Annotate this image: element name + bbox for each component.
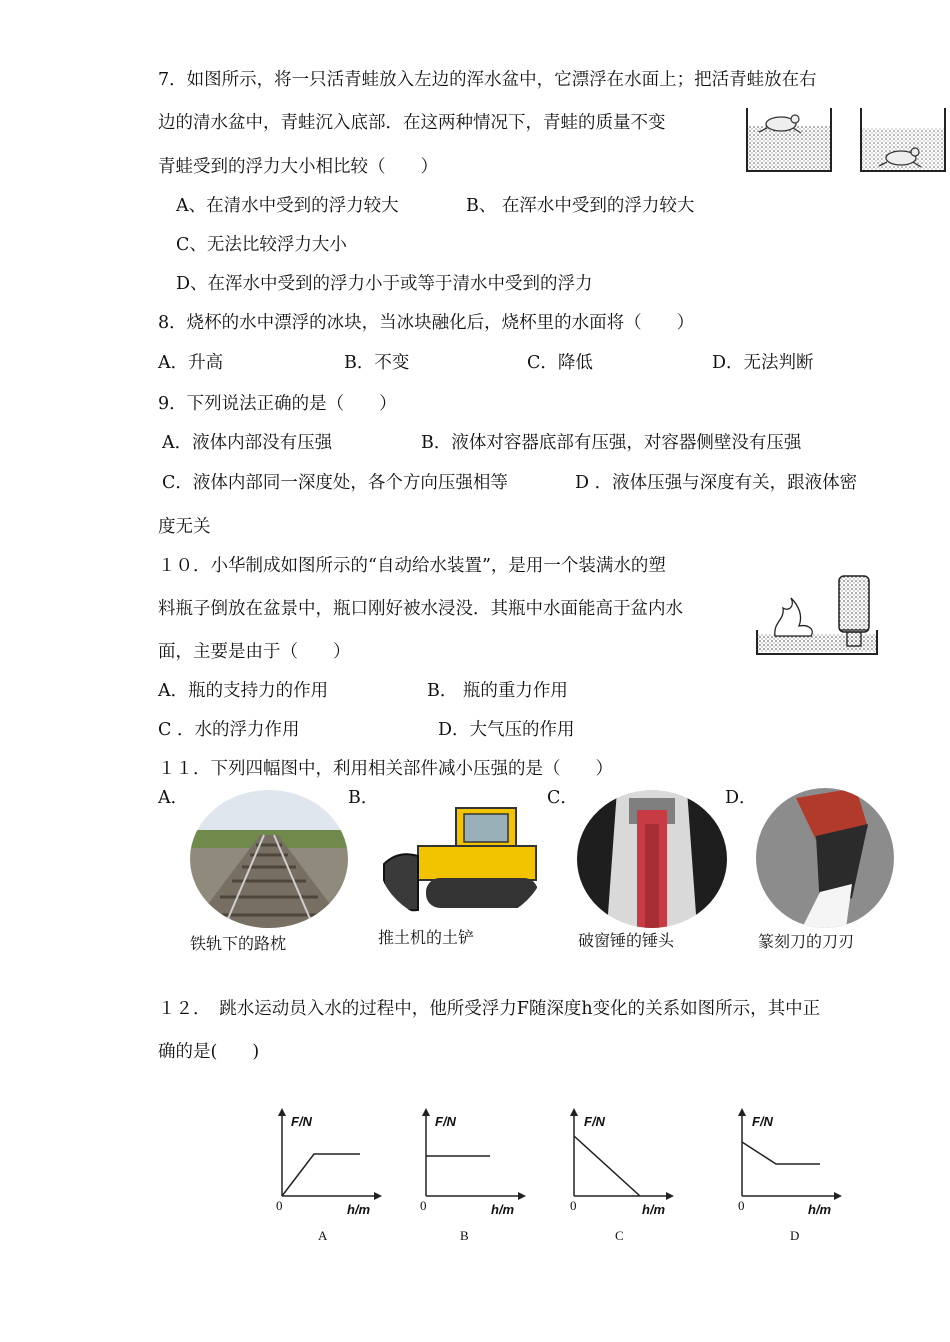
q10-stem-line2: 料瓶子倒放在盆景中，瓶口刚好被水浸没．其瓶中水面能高于盆内水 (158, 599, 683, 619)
q9-option-d-line2: 度无关 (158, 517, 211, 537)
graph-d-origin: 0 (738, 1198, 745, 1213)
bulldozer-photo (378, 790, 546, 925)
frog-basins-figure (745, 106, 950, 174)
q11-caption-c: 破窗锤的锤头 (578, 931, 675, 950)
q9-option-d-line1: D ．液体压强与深度有关，跟液体密 (575, 473, 858, 493)
carving-knife-photo (756, 788, 894, 928)
q12-stem-line2: 确的是( ) (158, 1042, 260, 1062)
q7-stem-line2: 边的清水盆中，青蛙沉入底部．在这两种情况下，青蛙的质量不变 (158, 113, 666, 133)
q11-stem: １１．下列四幅图中，利用相关部件减小压强的是（ ） (158, 759, 613, 779)
q9-option-a: A．液体内部没有压强 (162, 433, 333, 453)
q8-stem: 8．烧杯的水中漂浮的冰块，当冰块融化后，烧杯里的水面将（ ） (158, 313, 695, 333)
q7-option-c: C、无法比较浮力大小 (176, 235, 347, 255)
railway-sleepers-photo (190, 790, 348, 928)
graph-a-origin: 0 (276, 1198, 283, 1213)
q10-option-a: A．瓶的支持力的作用 (158, 681, 329, 701)
q7-stem-line3: 青蛙受到的浮力大小相比较（ ） (158, 157, 438, 177)
q11-caption-d: 篆刻刀的刀刃 (758, 932, 855, 951)
graph-c-curve (574, 1136, 640, 1196)
graph-d-ylabel: F/N (752, 1114, 773, 1129)
q12-stem-line1: １２． 跳水运动员入水的过程中，他所受浮力F随深度h变化的关系如图所示，其中正 (158, 999, 821, 1019)
graph-d-xlabel: h/m (808, 1202, 832, 1217)
plant-icon (775, 598, 812, 636)
q11-letter-b: B． (348, 788, 379, 808)
q9-option-c: C．液体内部同一深度处，各个方向压强相等 (162, 473, 508, 493)
q10-option-b: B． 瓶的重力作用 (427, 681, 568, 701)
graph-c-ylabel: F/N (584, 1114, 605, 1129)
graph-b-ylabel: F/N (435, 1114, 456, 1129)
graph-b-label: B (460, 1228, 469, 1243)
q7-option-d: D、在浑水中受到的浮力小于或等于清水中受到的浮力 (176, 274, 593, 294)
graph-b-plot (416, 1108, 526, 1208)
q8-option-b: B．不变 (344, 353, 410, 373)
graph-c-plot (564, 1108, 674, 1208)
graph-a-curve (282, 1154, 360, 1196)
q8-option-c: C．降低 (527, 353, 593, 373)
window-hammer-photo (577, 790, 727, 928)
clear-basin (861, 108, 945, 171)
muddy-basin (747, 108, 831, 171)
graph-a-plot (272, 1108, 382, 1208)
q11-letter-c: C． (547, 788, 578, 808)
q11-caption-a: 铁轨下的路枕 (190, 934, 287, 953)
graph-d-curve (742, 1142, 820, 1164)
graph-d-label: D (790, 1228, 800, 1243)
q9-option-b: B．液体对容器底部有压强，对容器侧壁没有压强 (421, 433, 802, 453)
q11-letter-d: D． (725, 788, 757, 808)
q9-stem: 9．下列说法正确的是（ ） (158, 394, 397, 414)
graph-c-origin: 0 (570, 1198, 577, 1213)
graph-a-xlabel: h/m (347, 1202, 371, 1217)
q7-option-a: A、在清水中受到的浮力较大 (176, 196, 399, 216)
auto-water-device-figure (755, 572, 880, 657)
q11-caption-b: 推土机的土铲 (378, 928, 475, 947)
q10-option-c: C ．水的浮力作用 (158, 720, 300, 740)
graph-a-ylabel: F/N (291, 1114, 312, 1129)
graph-c-label: C (615, 1228, 624, 1243)
q10-stem-line3: 面，主要是由于（ ） (158, 642, 351, 662)
graph-a-label: A (318, 1228, 328, 1243)
graph-b-xlabel: h/m (491, 1202, 515, 1217)
q8-option-a: A．升高 (158, 353, 224, 373)
q7-stem-line1: 7．如图所示，将一只活青蛙放入左边的浑水盆中，它漂浮在水面上；把活青蛙放在右 (158, 70, 817, 90)
graph-c-xlabel: h/m (642, 1202, 666, 1217)
graph-b-origin: 0 (420, 1198, 427, 1213)
q7-option-b: B、 在浑水中受到的浮力较大 (466, 196, 695, 216)
q8-option-d: D．无法判断 (712, 353, 814, 373)
q10-option-d: D．大气压的作用 (438, 720, 575, 740)
q10-stem-line1: １０．小华制成如图所示的“自动给水装置”，是用一个装满水的塑 (158, 556, 666, 576)
q11-letter-a: A． (158, 788, 189, 808)
graph-d-plot (732, 1108, 842, 1208)
